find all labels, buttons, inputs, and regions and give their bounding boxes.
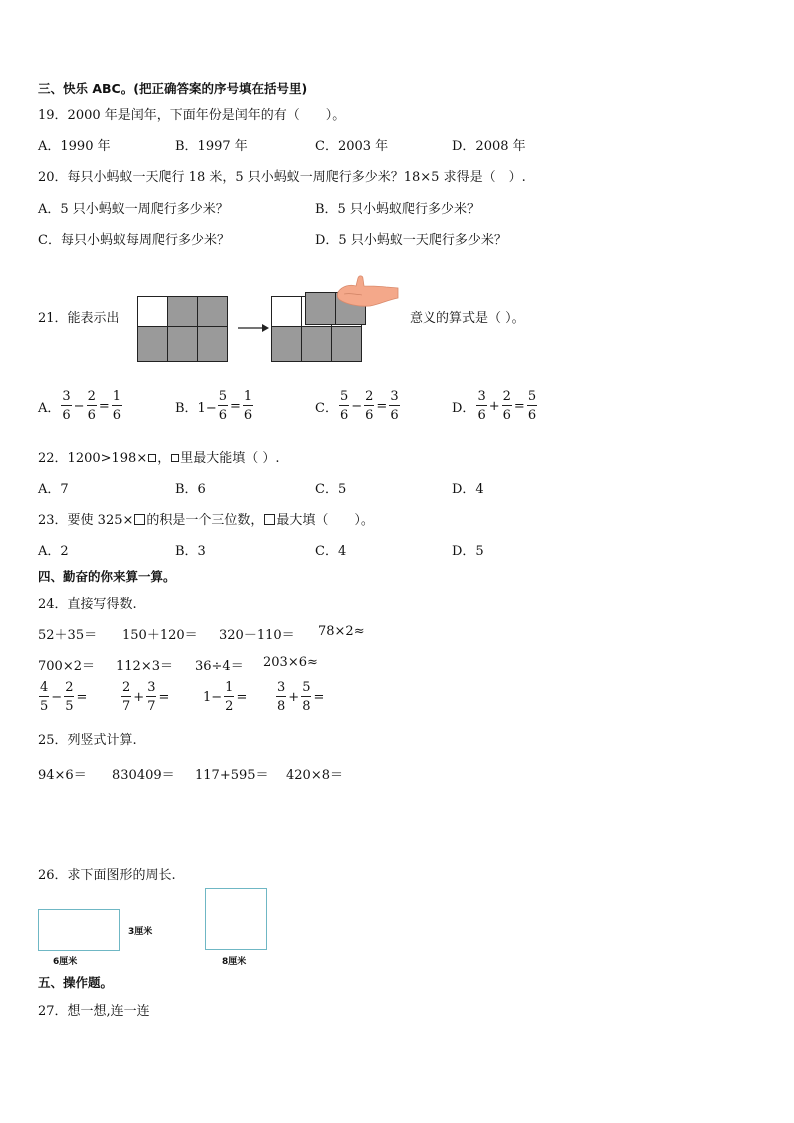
calc-item: 112×3＝	[116, 659, 173, 674]
q21-option-a: A． $\frac{3}{6}$ − $\frac{2}{6}$ = $\frac{1}{6}$	[38, 389, 122, 423]
hand-icon	[336, 274, 400, 308]
calc-item: 830409＝	[112, 768, 175, 783]
rect-height-label: 3厘米	[128, 927, 153, 937]
q20-option-a: A．5 只小蚂蚁一周爬行多少米？	[38, 202, 229, 217]
blank-box-icon	[134, 514, 145, 525]
q21-option-d: D． $\frac{3}{6}$ + $\frac{2}{6}$ = $\frac{5}{6}$	[452, 389, 537, 423]
q19-option-a: A．1990 年	[38, 139, 111, 154]
blank-box-icon	[171, 454, 179, 462]
q20-option-d: D．5 只小蚂蚁一天爬行多少米？	[315, 233, 507, 248]
q22-option-d: D．4	[452, 482, 484, 497]
question-19-stem: 19．2000 年是闰年，下面年份是闰年的有（ ）。	[38, 108, 346, 123]
question-27-stem: 27．想一想,连一连	[38, 1004, 150, 1019]
question-23-stem: 23．要使 325× 的积是一个三位数， 最大填（ ）。	[38, 513, 374, 528]
section-title: 五、操作题。	[38, 975, 114, 990]
q23-option-c: C．4	[315, 544, 347, 559]
blank-box-icon	[264, 514, 275, 525]
q20-option-b: B．5 只小蚂蚁爬行多少米？	[315, 202, 480, 217]
calc-item: 150＋120＝	[122, 628, 198, 643]
question-26-stem: 26．求下面图形的周长.	[38, 868, 176, 883]
fraction-calc-item: $\frac{4}{5}$ − $\frac{2}{5}$ =	[40, 680, 88, 714]
q23-option-a: A．2	[38, 544, 69, 559]
section-title: 三、快乐 ABC。(把正确答案的序号填在括号里)	[38, 81, 308, 96]
calc-item: 36÷4＝	[195, 659, 244, 674]
section-title: 四、勤奋的你来算一算。	[38, 569, 176, 584]
square-figure	[205, 888, 267, 950]
q19-option-d: D．2008 年	[452, 139, 526, 154]
calc-item: 78×2≈	[318, 624, 365, 639]
fraction-calc-item: $\frac{3}{8}$ + $\frac{5}{8}$ =	[277, 680, 325, 714]
rect-width-label: 6厘米	[53, 957, 78, 967]
calc-item: 94×6＝	[38, 768, 87, 783]
q20-option-c: C．每只小蚂蚁每周爬行多少米？	[38, 233, 230, 248]
question-21-stem-right: 意义的算式是（ ）。	[410, 311, 525, 326]
square-side-label: 8厘米	[222, 957, 247, 967]
q19-option-b: B．1997 年	[175, 139, 248, 154]
calc-item: 320－110＝	[219, 628, 295, 643]
q21-option-c: C． $\frac{5}{6}$ − $\frac{2}{6}$ = $\frac{3}{6}$	[315, 389, 399, 423]
calc-item: 700×2＝	[38, 659, 95, 674]
question-21-stem-left: 21．能表示出	[38, 311, 120, 326]
q23-option-b: B．3	[175, 544, 206, 559]
calc-item: 203×6≈	[263, 655, 318, 670]
question-25-stem: 25．列竖式计算.	[38, 733, 137, 748]
calc-item: 117+595＝	[195, 768, 269, 783]
q19-option-c: C．2003 年	[315, 139, 389, 154]
q21-option-b: B．1− $\frac{5}{6}$ = $\frac{1}{6}$	[175, 389, 253, 423]
blank-box-icon	[148, 454, 156, 462]
question-22-stem: 22．1200>198× ， 里最大能填（ ）.	[38, 451, 280, 466]
q22-option-b: B．6	[175, 482, 206, 497]
q23-option-d: D．5	[452, 544, 484, 559]
rectangle-figure	[38, 909, 120, 951]
fraction-calc-item: 1− $\frac{1}{2}$ =	[203, 680, 248, 714]
question-24-stem: 24．直接写得数.	[38, 597, 137, 612]
calc-item: 52＋35＝	[38, 628, 98, 643]
q22-option-a: A．7	[38, 482, 69, 497]
q22-option-c: C．5	[315, 482, 347, 497]
fraction-calc-item: $\frac{2}{7}$ + $\frac{3}{7}$ =	[122, 680, 170, 714]
question-20-stem: 20．每只小蚂蚁一天爬行 18 米，5 只小蚂蚁一周爬行多少米？18×5 求得是（ ）.	[38, 170, 526, 185]
calc-item: 420×8＝	[286, 768, 343, 783]
arrow-icon	[238, 322, 270, 334]
